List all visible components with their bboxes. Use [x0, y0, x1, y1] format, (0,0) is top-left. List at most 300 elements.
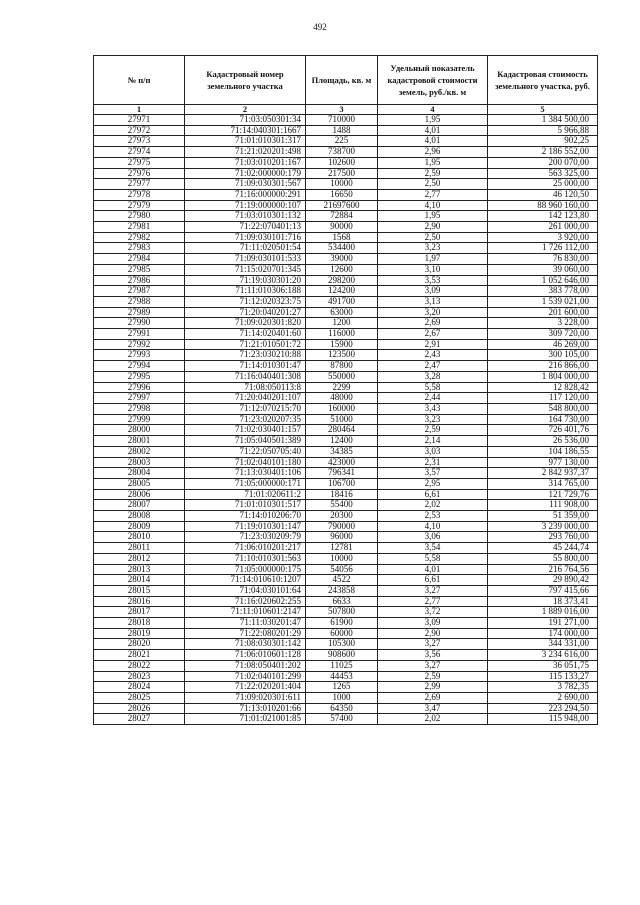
specific-value-cell: 3,03 — [378, 446, 488, 457]
cadastral-value-cell: 111 908,00 — [488, 500, 598, 511]
specific-value-cell: 3,06 — [378, 532, 488, 543]
table-row — [94, 115, 598, 126]
table-row — [94, 125, 598, 136]
specific-value-cell: 2,96 — [378, 147, 488, 158]
table-row — [94, 575, 598, 586]
table-row — [94, 660, 598, 671]
area-cell: 550000 — [306, 371, 378, 382]
cadastral-number-cell: 71:06:010601:128 — [185, 650, 306, 661]
specific-value-cell: 2,67 — [378, 329, 488, 340]
table-row — [94, 157, 598, 168]
page-number: 492 — [313, 22, 327, 32]
column-number: 5 — [488, 105, 598, 115]
specific-value-cell: 2,90 — [378, 628, 488, 639]
table-row — [94, 200, 598, 211]
area-cell: 61900 — [306, 618, 378, 629]
specific-value-cell: 3,47 — [378, 703, 488, 714]
row-number-cell: 27994 — [94, 361, 185, 372]
cadastral-number-cell: 71:06:010201:217 — [185, 543, 306, 554]
area-cell: 48000 — [306, 393, 378, 404]
area-cell: 12400 — [306, 436, 378, 447]
table-row — [94, 650, 598, 661]
column-number: 2 — [185, 105, 306, 115]
table-row — [94, 361, 598, 372]
area-cell: 105300 — [306, 639, 378, 650]
row-number-cell: 28006 — [94, 489, 185, 500]
cadastral-value-cell: 2 842 937,37 — [488, 468, 598, 479]
row-number-cell: 27993 — [94, 350, 185, 361]
specific-value-cell: 2,59 — [378, 671, 488, 682]
row-number-cell: 28005 — [94, 478, 185, 489]
row-number-cell: 27981 — [94, 222, 185, 233]
table-row — [94, 585, 598, 596]
cadastral-number-cell: 71:23:030209:79 — [185, 532, 306, 543]
row-number-cell: 28020 — [94, 639, 185, 650]
cadastral-number-cell: 71:16:020602:255 — [185, 596, 306, 607]
cadastral-number-cell: 71:11:020501:54 — [185, 243, 306, 254]
specific-value-cell: 1,95 — [378, 211, 488, 222]
specific-value-cell: 3,43 — [378, 403, 488, 414]
cadastral-number-cell: 71:11:010306:188 — [185, 286, 306, 297]
table-row — [94, 714, 598, 725]
row-number-cell: 28019 — [94, 628, 185, 639]
specific-value-cell: 1,95 — [378, 157, 488, 168]
specific-value-cell: 3,27 — [378, 585, 488, 596]
table-row — [94, 703, 598, 714]
row-number-cell: 28025 — [94, 692, 185, 703]
column-number: 1 — [94, 105, 185, 115]
cadastral-value-cell: 117 120,00 — [488, 393, 598, 404]
area-cell: 102600 — [306, 157, 378, 168]
cadastral-number-cell: 71:23:020207:35 — [185, 414, 306, 425]
table-row — [94, 618, 598, 629]
row-number-cell: 28001 — [94, 436, 185, 447]
table-row — [94, 446, 598, 457]
area-cell: 11025 — [306, 660, 378, 671]
cadastral-number-cell: 71:14:020401:60 — [185, 329, 306, 340]
row-number-cell: 27980 — [94, 211, 185, 222]
area-cell: 1000 — [306, 692, 378, 703]
cadastral-value-cell: 1 726 112,00 — [488, 243, 598, 254]
cadastral-number-cell: 71:09:030101:716 — [185, 232, 306, 243]
specific-value-cell: 1,95 — [378, 115, 488, 126]
specific-value-cell: 3,27 — [378, 639, 488, 650]
cadastral-value-cell: 726 401,76 — [488, 425, 598, 436]
row-number-cell: 27998 — [94, 403, 185, 414]
cadastral-number-cell: 71:22:070401:13 — [185, 222, 306, 233]
table-row — [94, 329, 598, 340]
table-row — [94, 692, 598, 703]
table-row — [94, 457, 598, 468]
area-cell: 1200 — [306, 318, 378, 329]
cadastral-number-cell: 71:09:020301:611 — [185, 692, 306, 703]
cadastral-value-cell: 3 234 616,00 — [488, 650, 598, 661]
cadastral-value-cell: 2 690,00 — [488, 692, 598, 703]
cadastral-number-cell: 71:13:030401:106 — [185, 468, 306, 479]
specific-value-cell: 4,01 — [378, 564, 488, 575]
row-number-cell: 28012 — [94, 553, 185, 564]
cadastral-value-cell: 383 778,00 — [488, 286, 598, 297]
row-number-cell: 27985 — [94, 264, 185, 275]
cadastral-value-cell: 300 105,00 — [488, 350, 598, 361]
row-number-cell: 27979 — [94, 200, 185, 211]
row-number-cell: 27973 — [94, 136, 185, 147]
specific-value-cell: 3,27 — [378, 660, 488, 671]
specific-value-cell: 2,77 — [378, 596, 488, 607]
column-number-row — [94, 105, 598, 115]
row-number-cell: 28024 — [94, 682, 185, 693]
row-number-cell: 27987 — [94, 286, 185, 297]
cadastral-value-cell: 216 764,56 — [488, 564, 598, 575]
cadastral-value-cell: 18 373,41 — [488, 596, 598, 607]
area-cell: 15900 — [306, 339, 378, 350]
cadastral-number-cell: 71:09:030101:533 — [185, 254, 306, 265]
specific-value-cell: 3,09 — [378, 618, 488, 629]
area-cell: 124200 — [306, 286, 378, 297]
row-number-cell: 27976 — [94, 168, 185, 179]
row-number-cell: 27984 — [94, 254, 185, 265]
row-number-cell: 27982 — [94, 232, 185, 243]
cadastral-value-cell: 1 539 021,00 — [488, 296, 598, 307]
area-cell: 90000 — [306, 222, 378, 233]
specific-value-cell: 2,77 — [378, 189, 488, 200]
cadastral-value-cell: 5 966,88 — [488, 125, 598, 136]
area-cell: 44453 — [306, 671, 378, 682]
area-cell: 64350 — [306, 703, 378, 714]
table-row — [94, 414, 598, 425]
cadastral-value-cell: 309 720,00 — [488, 329, 598, 340]
cadastral-number-cell: 71:02:000000:179 — [185, 168, 306, 179]
area-cell: 1265 — [306, 682, 378, 693]
row-number-cell: 27990 — [94, 318, 185, 329]
cadastral-number-cell: 71:04:030101:64 — [185, 585, 306, 596]
cadastral-value-cell: 25 000,00 — [488, 179, 598, 190]
area-cell: 10000 — [306, 179, 378, 190]
cadastral-number-cell: 71:21:020201:498 — [185, 147, 306, 158]
area-cell: 21697600 — [306, 200, 378, 211]
area-cell: 2299 — [306, 382, 378, 393]
table-row — [94, 147, 598, 158]
table-row — [94, 425, 598, 436]
table-row — [94, 607, 598, 618]
table-row — [94, 553, 598, 564]
area-cell: 298200 — [306, 275, 378, 286]
table-row — [94, 275, 598, 286]
cadastral-number-cell: 71:05:000000:175 — [185, 564, 306, 575]
cadastral-number-cell: 71:20:040201:107 — [185, 393, 306, 404]
area-cell: 20300 — [306, 511, 378, 522]
area-cell: 60000 — [306, 628, 378, 639]
table-row — [94, 671, 598, 682]
table-row — [94, 264, 598, 275]
cadastral-number-cell: 71:14:010610:1207 — [185, 575, 306, 586]
cadastral-number-cell: 71:11:030201:47 — [185, 618, 306, 629]
table-row — [94, 436, 598, 447]
cadastral-number-cell: 71:14:010301:47 — [185, 361, 306, 372]
table-row — [94, 489, 598, 500]
area-cell: 160000 — [306, 403, 378, 414]
cadastral-value-cell: 3 239 000,00 — [488, 521, 598, 532]
area-cell: 217500 — [306, 168, 378, 179]
specific-value-cell: 2,44 — [378, 393, 488, 404]
cadastral-value-cell: 3 920,00 — [488, 232, 598, 243]
row-number-cell: 27996 — [94, 382, 185, 393]
area-cell: 72884 — [306, 211, 378, 222]
area-cell: 507800 — [306, 607, 378, 618]
cadastral-value-cell: 29 890,42 — [488, 575, 598, 586]
area-cell: 423000 — [306, 457, 378, 468]
cadastral-value-cell: 55 800,00 — [488, 553, 598, 564]
cadastral-value-cell: 1 889 016,00 — [488, 607, 598, 618]
row-number-cell: 28026 — [94, 703, 185, 714]
row-number-cell: 27986 — [94, 275, 185, 286]
cadastral-value-cell: 115 948,00 — [488, 714, 598, 725]
cadastral-number-cell: 71:10:010301:563 — [185, 553, 306, 564]
cadastral-value-cell: 3 228,00 — [488, 318, 598, 329]
area-cell: 87800 — [306, 361, 378, 372]
area-cell: 55400 — [306, 500, 378, 511]
specific-value-cell: 3,23 — [378, 414, 488, 425]
table-row — [94, 296, 598, 307]
cadastral-number-cell: 71:12:020323:75 — [185, 296, 306, 307]
cadastral-value-cell: 76 830,00 — [488, 254, 598, 265]
table-row — [94, 500, 598, 511]
cadastral-number-cell: 71:05:040501:389 — [185, 436, 306, 447]
area-cell: 63000 — [306, 307, 378, 318]
area-cell: 12600 — [306, 264, 378, 275]
area-cell: 16650 — [306, 189, 378, 200]
row-number-cell: 28021 — [94, 650, 185, 661]
row-number-cell: 27974 — [94, 147, 185, 158]
cadastral-number-cell: 71:09:030301:567 — [185, 179, 306, 190]
table-row — [94, 682, 598, 693]
row-number-cell: 28016 — [94, 596, 185, 607]
area-cell: 57400 — [306, 714, 378, 725]
table-row — [94, 307, 598, 318]
area-cell: 710000 — [306, 115, 378, 126]
specific-value-cell: 4,10 — [378, 200, 488, 211]
area-cell: 534400 — [306, 243, 378, 254]
row-number-cell: 28022 — [94, 660, 185, 671]
cadastral-value-cell: 191 271,00 — [488, 618, 598, 629]
cadastral-value-cell: 121 729,76 — [488, 489, 598, 500]
specific-value-cell: 2,69 — [378, 692, 488, 703]
cadastral-value-cell: 977 130,00 — [488, 457, 598, 468]
specific-value-cell: 3,28 — [378, 371, 488, 382]
specific-value-cell: 2,91 — [378, 339, 488, 350]
row-number-cell: 28011 — [94, 543, 185, 554]
cadastral-number-cell: 71:09:020301:820 — [185, 318, 306, 329]
cadastral-number-cell: 71:16:040401:308 — [185, 371, 306, 382]
cadastral-number-cell: 71:01:020611:2 — [185, 489, 306, 500]
row-number-cell: 27978 — [94, 189, 185, 200]
cadastral-value-cell: 115 133,27 — [488, 671, 598, 682]
row-number-cell: 27989 — [94, 307, 185, 318]
row-number-cell: 27972 — [94, 125, 185, 136]
column-number: 4 — [378, 105, 488, 115]
cadastral-value-cell: 563 325,00 — [488, 168, 598, 179]
cadastral-value-cell: 88 960 160,00 — [488, 200, 598, 211]
table-row — [94, 478, 598, 489]
specific-value-cell: 5,58 — [378, 382, 488, 393]
cadastral-value-cell: 548 800,00 — [488, 403, 598, 414]
cadastral-value-cell: 174 000,00 — [488, 628, 598, 639]
table-row — [94, 168, 598, 179]
cadastral-number-cell: 71:03:010201:167 — [185, 157, 306, 168]
specific-value-cell: 2,31 — [378, 457, 488, 468]
cadastral-value-cell: 12 828,42 — [488, 382, 598, 393]
table-row — [94, 136, 598, 147]
header-cadastral-value: Кадастровая стоимость земельного участка, руб. — [488, 56, 598, 105]
row-number-cell: 28027 — [94, 714, 185, 725]
cadastral-number-cell: 71:08:030301:142 — [185, 639, 306, 650]
specific-value-cell: 6,61 — [378, 489, 488, 500]
cadastral-value-cell: 293 760,00 — [488, 532, 598, 543]
row-number-cell: 28010 — [94, 532, 185, 543]
row-number-cell: 27995 — [94, 371, 185, 382]
area-cell: 18416 — [306, 489, 378, 500]
cadastral-value-cell: 1 052 646,00 — [488, 275, 598, 286]
area-cell: 4522 — [306, 575, 378, 586]
row-number-cell: 27975 — [94, 157, 185, 168]
specific-value-cell: 3,54 — [378, 543, 488, 554]
cadastral-number-cell: 71:11:010601:2147 — [185, 607, 306, 618]
cadastral-value-cell: 797 415,66 — [488, 585, 598, 596]
row-number-cell: 27977 — [94, 179, 185, 190]
specific-value-cell: 4,01 — [378, 136, 488, 147]
area-cell: 123500 — [306, 350, 378, 361]
cadastral-value-cell: 216 866,00 — [488, 361, 598, 372]
specific-value-cell: 2,02 — [378, 714, 488, 725]
area-cell: 34385 — [306, 446, 378, 457]
table-row — [94, 189, 598, 200]
table-row — [94, 628, 598, 639]
cadastral-value-cell: 1 804 000,00 — [488, 371, 598, 382]
specific-value-cell: 1,97 — [378, 254, 488, 265]
row-number-cell: 28004 — [94, 468, 185, 479]
specific-value-cell: 3,13 — [378, 296, 488, 307]
cadastral-value-cell: 344 331,00 — [488, 639, 598, 650]
area-cell: 6633 — [306, 596, 378, 607]
cadastral-number-cell: 71:01:010301:517 — [185, 500, 306, 511]
specific-value-cell: 3,53 — [378, 275, 488, 286]
area-cell: 96000 — [306, 532, 378, 543]
specific-value-cell: 2,53 — [378, 511, 488, 522]
row-number-cell: 27999 — [94, 414, 185, 425]
cadastral-value-cell: 46 120,50 — [488, 189, 598, 200]
cadastral-value-cell: 223 294,50 — [488, 703, 598, 714]
cadastral-value-cell: 201 600,00 — [488, 307, 598, 318]
cadastral-value-cell: 1 384 500,00 — [488, 115, 598, 126]
cadastral-number-cell: 71:05:000000:171 — [185, 478, 306, 489]
specific-value-cell: 4,01 — [378, 125, 488, 136]
cadastral-value-cell: 46 269,00 — [488, 339, 598, 350]
specific-value-cell: 3,10 — [378, 264, 488, 275]
specific-value-cell: 6,61 — [378, 575, 488, 586]
cadastral-value-cell: 902,25 — [488, 136, 598, 147]
table-row — [94, 318, 598, 329]
row-number-cell: 28018 — [94, 618, 185, 629]
row-number-cell: 27992 — [94, 339, 185, 350]
area-cell: 796341 — [306, 468, 378, 479]
cadastral-value-cell: 3 782,35 — [488, 682, 598, 693]
cadastral-number-cell: 71:16:000000:291 — [185, 189, 306, 200]
area-cell: 243858 — [306, 585, 378, 596]
cadastral-number-cell: 71:02:040101:180 — [185, 457, 306, 468]
cadastral-number-cell: 71:19:010301:147 — [185, 521, 306, 532]
specific-value-cell: 3,20 — [378, 307, 488, 318]
cadastral-value-cell: 51 359,00 — [488, 511, 598, 522]
row-number-cell: 27988 — [94, 296, 185, 307]
row-number-cell: 27971 — [94, 115, 185, 126]
row-number-cell: 28000 — [94, 425, 185, 436]
cadastral-number-cell: 71:01:021001:85 — [185, 714, 306, 725]
row-number-cell: 28007 — [94, 500, 185, 511]
row-number-cell: 28023 — [94, 671, 185, 682]
area-cell: 225 — [306, 136, 378, 147]
table-row — [94, 222, 598, 233]
specific-value-cell: 2,99 — [378, 682, 488, 693]
cadastral-value-cell: 104 186,55 — [488, 446, 598, 457]
area-cell: 116000 — [306, 329, 378, 340]
cadastral-number-cell: 71:14:010206:70 — [185, 511, 306, 522]
specific-value-cell: 2,59 — [378, 168, 488, 179]
cadastral-number-cell: 71:23:030210:88 — [185, 350, 306, 361]
specific-value-cell: 3,56 — [378, 650, 488, 661]
table-row — [94, 243, 598, 254]
area-cell: 280464 — [306, 425, 378, 436]
header-row — [94, 56, 598, 105]
cadastral-table — [93, 55, 598, 725]
specific-value-cell: 3,09 — [378, 286, 488, 297]
cadastral-number-cell: 71:19:000000:107 — [185, 200, 306, 211]
row-number-cell: 28002 — [94, 446, 185, 457]
cadastral-value-cell: 142 123,80 — [488, 211, 598, 222]
area-cell: 39000 — [306, 254, 378, 265]
specific-value-cell: 2,69 — [378, 318, 488, 329]
table-row — [94, 468, 598, 479]
table-row — [94, 232, 598, 243]
cadastral-value-cell: 39 060,00 — [488, 264, 598, 275]
table-row — [94, 511, 598, 522]
row-number-cell: 28008 — [94, 511, 185, 522]
specific-value-cell: 2,95 — [378, 478, 488, 489]
table-row — [94, 521, 598, 532]
row-number-cell: 27997 — [94, 393, 185, 404]
table-row — [94, 211, 598, 222]
row-number-cell: 28009 — [94, 521, 185, 532]
table-row — [94, 382, 598, 393]
table-row — [94, 339, 598, 350]
column-number: 3 — [306, 105, 378, 115]
cadastral-value-cell: 36 051,75 — [488, 660, 598, 671]
cadastral-number-cell: 71:03:010301:132 — [185, 211, 306, 222]
area-cell: 51000 — [306, 414, 378, 425]
table-row — [94, 254, 598, 265]
specific-value-cell: 2,47 — [378, 361, 488, 372]
cadastral-number-cell: 71:02:040101:299 — [185, 671, 306, 682]
table-row — [94, 596, 598, 607]
table-row — [94, 286, 598, 297]
table-row — [94, 179, 598, 190]
area-cell: 54056 — [306, 564, 378, 575]
cadastral-number-cell: 71:13:010201:66 — [185, 703, 306, 714]
cadastral-number-cell: 71:22:080201:29 — [185, 628, 306, 639]
row-number-cell: 28015 — [94, 585, 185, 596]
row-number-cell: 28014 — [94, 575, 185, 586]
specific-value-cell: 2,50 — [378, 232, 488, 243]
area-cell: 491700 — [306, 296, 378, 307]
